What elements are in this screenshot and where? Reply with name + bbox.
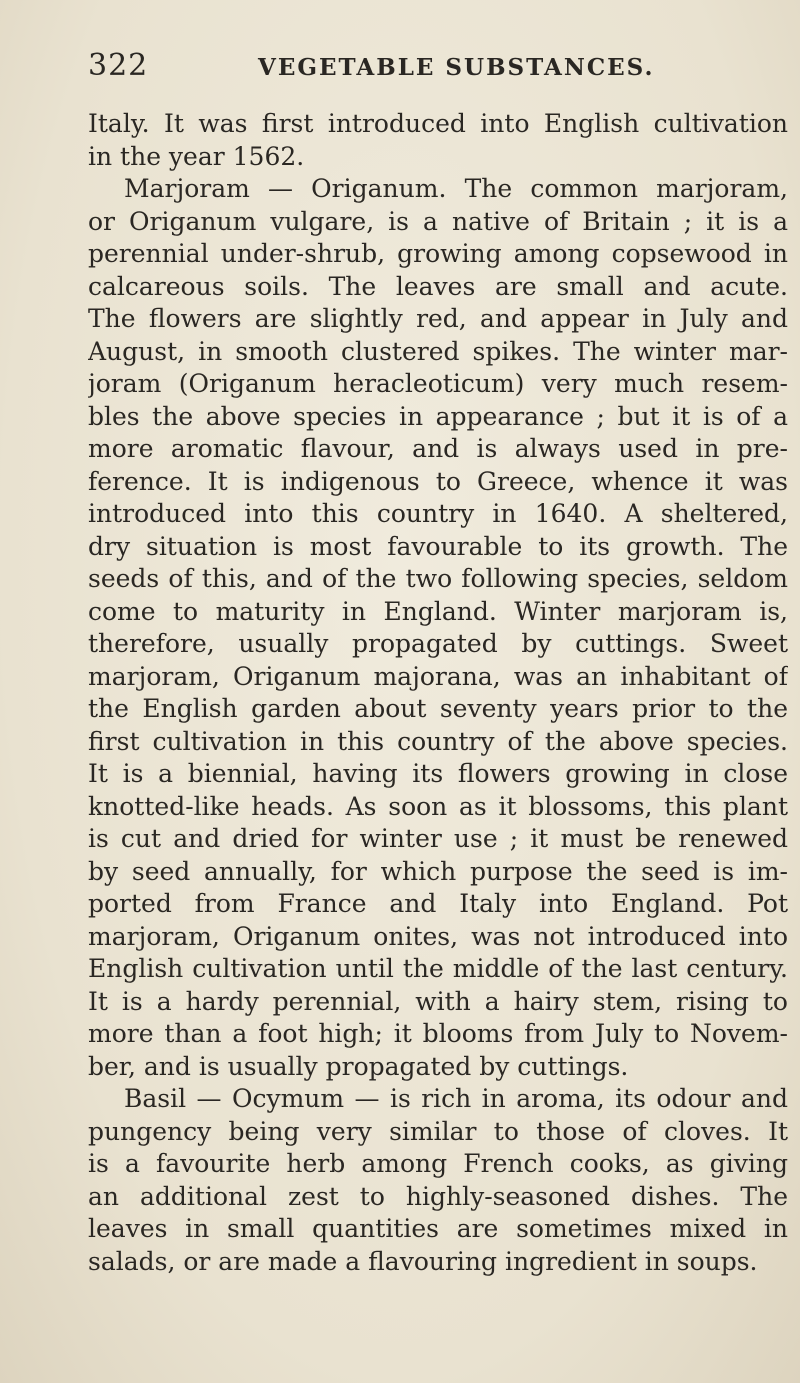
page-header — [88, 48, 728, 88]
text-line: perennial under-shrub, growing among copsewood in — [88, 239, 788, 268]
text-line: August, in smooth clustered spikes. The winter mar- — [88, 336, 788, 366]
text-line: in the year 1562. — [88, 141, 305, 171]
text-line: English cultivation until the middle of the last century. — [88, 954, 788, 983]
text-line: Basil — Ocymum — is rich in aroma, its odour and — [124, 1084, 788, 1113]
text-line: come to maturity in England. Winter marjoram is, — [88, 596, 788, 626]
text-line: dry situation is most favourable to its growth. The — [88, 531, 788, 561]
text-line: is a favourite herb among French cooks, as giving — [88, 1149, 788, 1178]
text-line: ference. It is indigenous to Greece, whence it was — [88, 466, 788, 496]
text-line: marjoram, Origanum majorana, was an inhabitant of — [88, 661, 788, 691]
text-line: by seed annually, for which purpose the seed is im- — [88, 856, 788, 886]
text-line: Marjoram — Origanum. The common marjoram, — [124, 174, 788, 203]
text-line: It is a biennial, having its flowers growing in close — [88, 759, 788, 788]
text-line: pungency being very similar to those of cloves. It — [88, 1116, 788, 1146]
text-line: more aromatic flavour, and is always used in pre- — [88, 434, 788, 463]
text-line: salads, or are made a flavouring ingredient in soups. — [88, 1246, 758, 1276]
text-line: is cut and dried for winter use ; it must be renewed — [88, 824, 788, 853]
page-number: 322 — [88, 48, 149, 83]
text-line: bles the above species in appearance ; but it is of a — [88, 401, 788, 431]
text-line: more than a foot high; it blooms from July to Novem- — [88, 1019, 788, 1048]
text-line: calcareous soils. The leaves are small and acute. — [88, 271, 788, 301]
text-line: leaves in small quantities are sometimes mixed in — [88, 1214, 788, 1243]
text-line: marjoram, Origanum onites, was not introduced into — [88, 921, 788, 951]
text-line: first cultivation in this country of the above species. — [88, 726, 788, 756]
text-line: It is a hardy perennial, with a hairy stem, rising to — [88, 986, 788, 1016]
text-line: seeds of this, and of the two following species, seldom — [88, 564, 788, 593]
text-line: Italy. It was first introduced into English cultivation — [88, 109, 788, 138]
body-text — [88, 108, 788, 1278]
text-line: an additional zest to highly-seasoned dishes. The — [88, 1181, 788, 1211]
text-line: introduced into this country in 1640. A sheltered, — [88, 499, 788, 528]
text-line: the English garden about seventy years prior to the — [88, 694, 788, 723]
text-line: The flowers are slightly red, and appear in July and — [88, 304, 788, 333]
text-line: or Origanum vulgare, is a native of Britain ; it is a — [88, 206, 788, 236]
text-line: ported from France and Italy into England. Pot — [88, 889, 788, 918]
text-line: ber, and is usually propagated by cuttings. — [88, 1051, 629, 1081]
text-line: therefore, usually propagated by cuttings. Sweet — [88, 629, 788, 658]
text-line: joram (Origanum heracleoticum) very much resem- — [88, 369, 788, 398]
text-line: knotted-like heads. As soon as it blossoms, this plant — [88, 791, 788, 821]
running-head: VEGETABLE SUBSTANCES. — [258, 54, 655, 81]
